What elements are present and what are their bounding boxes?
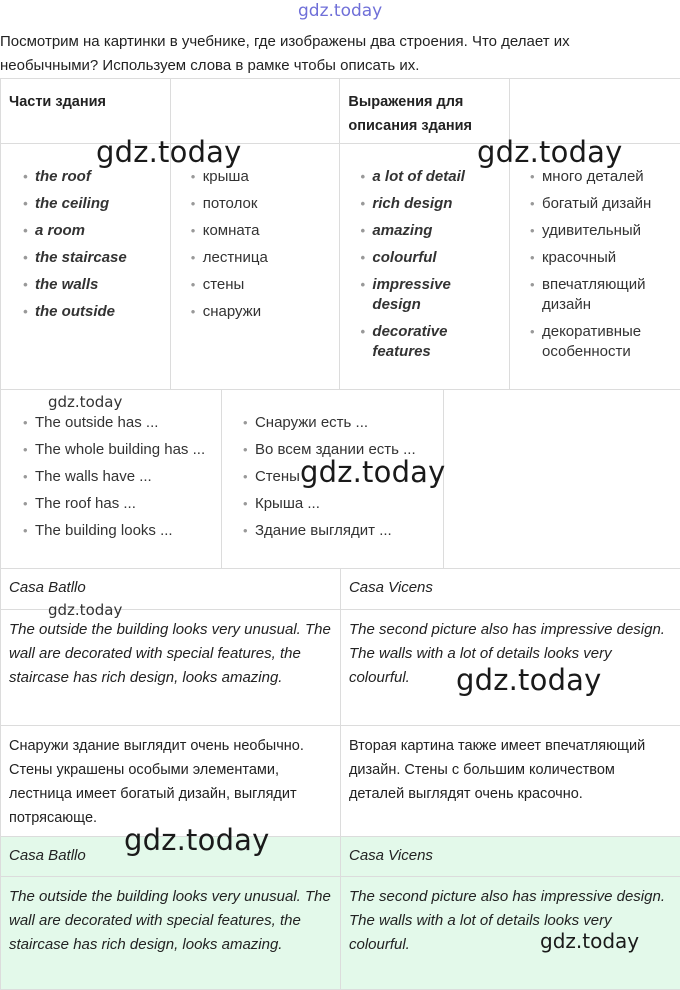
list-item: • rich design: [360, 194, 501, 214]
list-item: • богатый дизайн: [530, 194, 672, 214]
header-empty-2: [509, 79, 680, 144]
list-item: • лестница: [191, 248, 340, 268]
watermark: gdz.today: [48, 393, 123, 411]
watermark: gdz.today: [124, 823, 270, 857]
right-building-name: Casa Vicens: [348, 579, 433, 596]
list-item: • впечатляющий дизайн: [530, 275, 672, 315]
watermark: gdz.today: [540, 929, 640, 953]
left-description-en: The outside the building looks very unusual. The wall are decorated with special features, the staircase has rich design, looks amazing.: [9, 621, 331, 686]
list-item: • Здание выглядит ...: [243, 521, 443, 541]
header-expressions: Выражения для описания здания: [348, 94, 473, 134]
list-item: • impressive design: [360, 275, 464, 315]
list-item: • крыша: [191, 167, 340, 187]
list-item: • красочный: [530, 248, 672, 268]
list-item: • The walls have ...: [23, 467, 221, 487]
list-item: • The outside has ...: [23, 413, 221, 433]
right-description-en: The second picture also has impressive design. The walls with a lot of details looks very colourful.: [348, 621, 665, 686]
expr-ru-list: [510, 144, 680, 362]
header-parts: Части здания: [9, 94, 106, 110]
list-item: • снаружи: [191, 302, 340, 322]
expr-en-list: [340, 144, 509, 362]
right-description-ru: Вторая картина также имеет впечатляющий дизайн. Стены с большим количеством деталей выглядят очень красочно.: [348, 738, 646, 802]
list-item: • The roof has ...: [23, 494, 221, 514]
list-item: • the roof: [23, 167, 170, 187]
list-item: • decorative features: [360, 322, 464, 362]
list-item: • много деталей: [530, 167, 672, 187]
list-item: • Во всем здании есть ...: [243, 440, 443, 460]
list-item: • a room: [23, 221, 170, 241]
list-item: • The whole building has ...: [23, 440, 221, 460]
list-item: • комната: [191, 221, 340, 241]
list-item: • Крыша ...: [243, 494, 443, 514]
intro-text: Посмотрим на картинки в учебнике, где изображены два строения. Что делает их необычными? Используем слова в рамке чтобы описать их.: [0, 33, 570, 74]
list-item: • стены: [191, 275, 340, 295]
list-item: • потолок: [191, 194, 340, 214]
list-item: • Снаружи есть ...: [243, 413, 443, 433]
watermark-top: gdz.today: [298, 1, 383, 21]
list-item: • The building looks ...: [23, 521, 221, 541]
list-item: • Стены ...: [243, 467, 443, 487]
list-item: • удивительный: [530, 221, 672, 241]
right-building-name: Casa Vicens: [348, 847, 433, 864]
list-item: • the outside: [23, 302, 170, 322]
vocab-table: [0, 78, 680, 390]
watermark: gdz.today: [477, 135, 623, 169]
watermark: gdz.today: [300, 455, 446, 489]
list-item: • colourful: [360, 248, 501, 268]
list-item: • amazing: [360, 221, 501, 241]
left-building-name: Casa Batllo: [9, 579, 86, 596]
list-item: • the staircase: [23, 248, 170, 268]
list-item: • декоративные особенности: [530, 322, 672, 362]
list-item: • the walls: [23, 275, 170, 295]
right-description-en: The second picture also has impressive design. The walls with a lot of details looks very colourful.: [348, 888, 665, 953]
left-building-name: Casa Batllo: [9, 847, 86, 864]
highlight-table: [0, 836, 680, 990]
list-item: • the ceiling: [23, 194, 170, 214]
parts-en-list: [1, 144, 170, 322]
header-empty-1: [170, 79, 340, 144]
list-item: • a lot of detail: [360, 167, 501, 187]
watermark: gdz.today: [48, 601, 123, 619]
left-description-ru: Снаружи здание выглядит очень необычно. Стены украшены особыми элементами, лестница имеет богатый дизайн, выглядит потрясающе.: [9, 738, 304, 826]
watermark: gdz.today: [456, 663, 602, 697]
left-description-en: The outside the building looks very unusual. The wall are decorated with special features, the staircase has rich design, looks amazing.: [9, 888, 331, 953]
phrases-en-list: [1, 390, 221, 541]
watermark: gdz.today: [96, 135, 242, 169]
parts-ru-list: [171, 144, 340, 322]
